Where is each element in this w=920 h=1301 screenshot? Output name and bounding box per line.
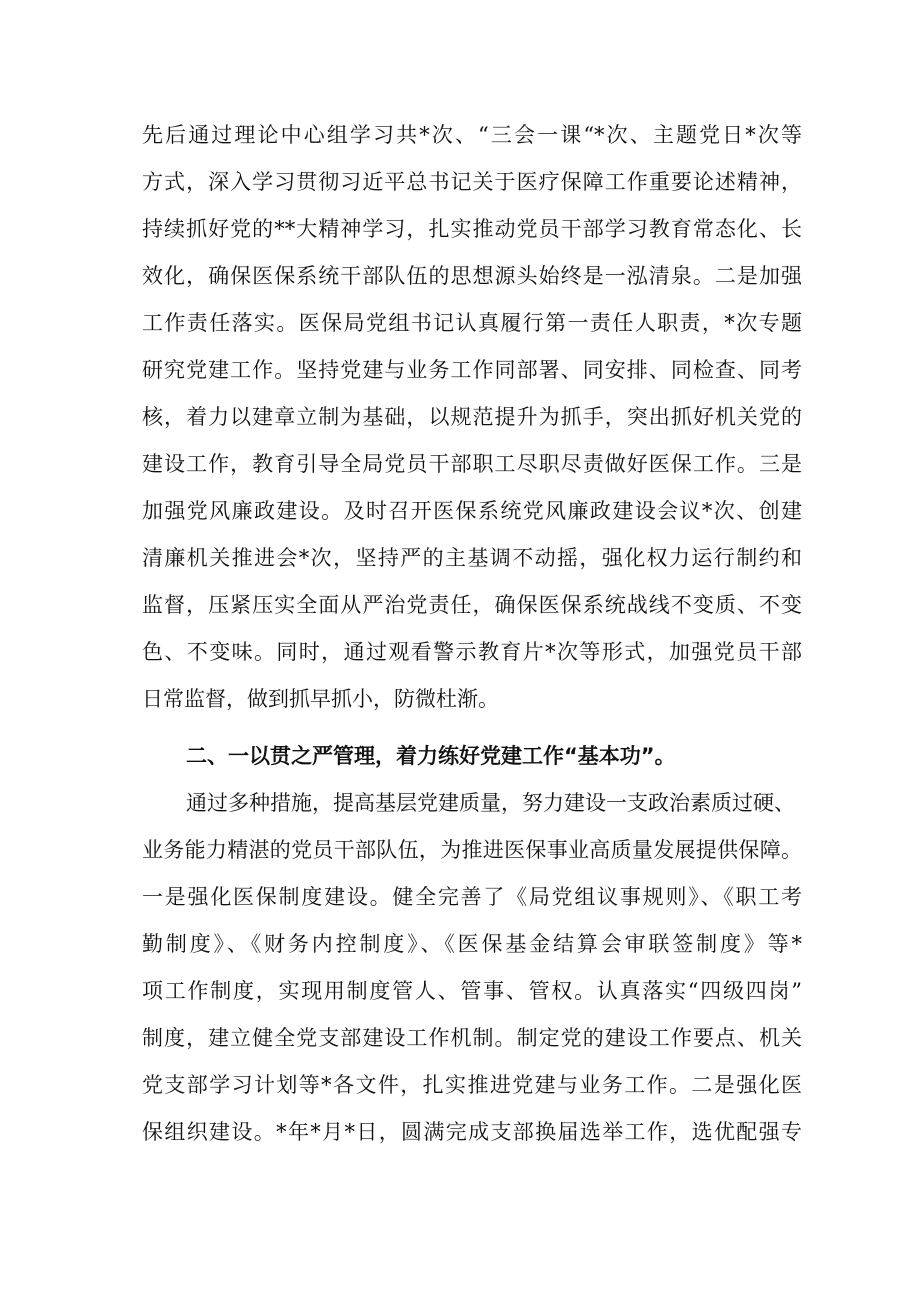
text-line: 日常监督，做到抓早抓小，防微杜渐。 (142, 687, 499, 711)
text-line: 一是强化医保制度建设。健全完善了《局党组议事规则》、《职工考 (142, 885, 802, 909)
text-line: 业务能力精湛的党员干部队伍，为推进医保事业高质量发展提供保障。 (142, 838, 802, 862)
text-line: 保组织建设。*年*月*日，圆满完成支部换届选举工作，选优配强专 (142, 1120, 802, 1144)
body-paragraph-1 (142, 112, 802, 723)
text-line: 工作责任落实。医保局党组书记认真履行第一责任人职责，*次专题 (142, 311, 802, 335)
text-line: 色、不变味。同时，通过观看警示教育片*次等形式，加强党员干部 (142, 640, 802, 664)
text-line: 建设工作，教育引导全局党员干部职工尽职尽责做好医保工作。三是 (142, 452, 802, 476)
text-line: 方式，深入学习贯彻习近平总书记关于医疗保障工作重要论述精神， (142, 170, 802, 194)
text-line: 通过多种措施，提高基层党建质量，努力建设一支政治素质过硬、 (186, 791, 795, 815)
text-line: 党支部学习计划等*各文件，扎实推进党建与业务工作。二是强化医 (142, 1073, 802, 1097)
text-line: 先后通过理论中心组学习共*次、“三会一课“*次、主题党日*次等 (142, 123, 802, 147)
text-line: 持续抓好党的**大精神学习，扎实推动党员干部学习教育常态化、长 (142, 217, 802, 241)
text-line: 清廉机关推进会*次，坚持严的主基调不动摇，强化权力运行制约和 (142, 546, 802, 570)
body-paragraph-2 (142, 780, 802, 1156)
text-line: 勤制度》、《财务内控制度》、《医保基金结算会审联签制度》等* (142, 932, 802, 956)
text-line: 加强党风廉政建设。及时召开医保系统党风廉政建设会议*次、创建 (142, 499, 802, 523)
text-line: 项工作制度，实现用制度管人、管事、管权。认真落实“四级四岗” (142, 979, 802, 1003)
text-line: 监督，压紧压实全面从严治党责任，确保医保系统战线不变质、不变 (142, 593, 802, 617)
text-line: 效化，确保医保系统干部队伍的思想源头始终是一泓清泉。二是加强 (142, 264, 802, 288)
text-line: 核，着力以建章立制为基础，以规范提升为抓手，突出抓好机关党的 (142, 405, 802, 429)
text-line: 制度，建立健全党支部建设工作机制。制定党的建设工作要点、机关 (142, 1026, 802, 1050)
section-heading: 二、一以贯之严管理，着力练好党建工作“基本功”。 (186, 744, 676, 768)
text-line: 研究党建工作。坚持党建与业务工作同部署、同安排、同检查、同考 (142, 358, 802, 382)
